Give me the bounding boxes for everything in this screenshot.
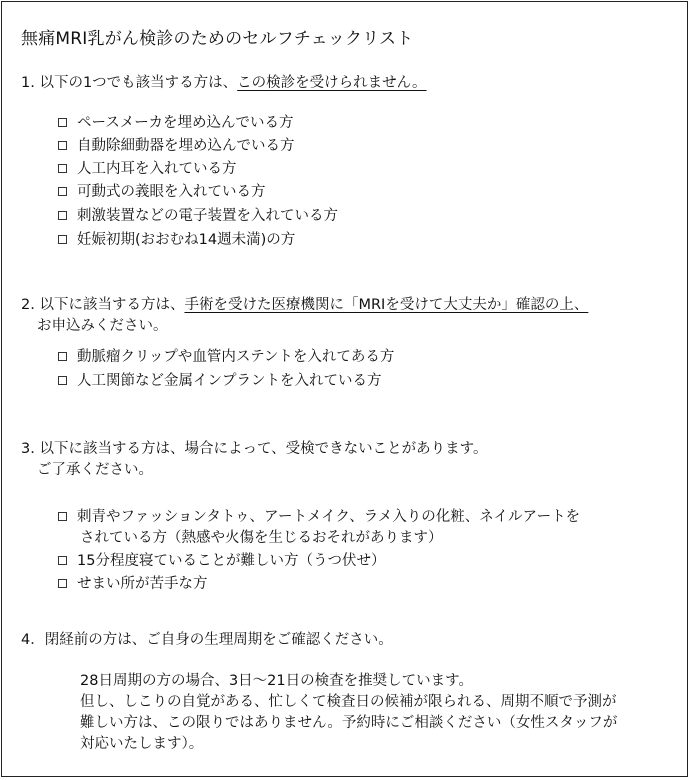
checkbox-icon xyxy=(58,376,67,385)
checkbox-icon xyxy=(58,512,67,521)
item-label: 15分程度寝ていることが難しい方（うつ伏せ） xyxy=(77,553,386,569)
section-2-item xyxy=(58,371,382,391)
section-4-body-line: 28日周期の方の場合、3日～21日の検査を推奨しています。 xyxy=(80,673,473,689)
item-label: 自動除細動器を埋め込んでいる方 xyxy=(77,138,295,154)
item-label: 刺青やファッションタトゥ、アートメイク、ラメ入りの化粧、ネイルアートを xyxy=(77,509,581,525)
section-1-item xyxy=(58,159,237,179)
section-2-heading-prefix: 2. 以下に該当する方は、 xyxy=(21,297,185,313)
checkbox-icon xyxy=(58,579,67,588)
section-3-heading: 3. 以下に該当する方は、場合によって、受検できないことがあります。 xyxy=(21,441,488,457)
checkbox-icon xyxy=(58,164,67,173)
section-2-heading-emphasis: 手術を受けた医療機関に「MRIを受けて大丈夫か」確認の上、 xyxy=(184,297,589,313)
item-label: ペースメーカを埋め込んでいる方 xyxy=(77,115,294,131)
checkbox-icon xyxy=(58,235,67,244)
section-3-item xyxy=(58,551,385,571)
item-label: 人工内耳を入れている方 xyxy=(77,161,237,177)
section-3-item xyxy=(58,574,208,594)
item-label: 刺激装置などの電子装置を入れている方 xyxy=(77,208,338,224)
section-1-heading xyxy=(21,73,427,93)
section-4-body-line: 但し、しこりの自覚がある、忙しくて検査日の候補が限られる、周期不順で予測が xyxy=(80,694,617,710)
section-2-heading-line2: お申込みください。 xyxy=(37,318,168,334)
section-1-heading-prefix: 1. 以下の1つでも該当する方は、 xyxy=(21,75,238,91)
checkbox-icon xyxy=(58,141,67,150)
section-3-item-continuation: されている方（熱感や火傷を生じるおそれがあります） xyxy=(80,530,443,546)
section-2-item xyxy=(58,347,394,367)
checkbox-icon xyxy=(58,211,67,220)
checkbox-icon xyxy=(58,187,67,196)
item-label: 人工関節など金属インプラントを入れている方 xyxy=(77,373,382,389)
section-1-item xyxy=(58,113,293,133)
section-4-body-line: 難しい方は、この限りではありません。予約時にご相談ください（女性スタッフが xyxy=(80,715,618,731)
section-1-item xyxy=(58,206,338,226)
item-label: 動脈瘤クリップや血管内ステントを入れてある方 xyxy=(77,349,395,365)
item-label: せまい所が苦手な方 xyxy=(77,576,208,592)
checkbox-icon xyxy=(58,352,67,361)
item-label: 可動式の義眼を入れている方 xyxy=(77,184,266,200)
section-1-item xyxy=(58,136,295,156)
checkbox-icon xyxy=(58,118,67,127)
section-1-item xyxy=(58,230,295,250)
page-title: 無痛MRI乳がん検診のためのセルフチェックリスト xyxy=(21,29,414,49)
item-label: 妊娠初期(おおむね14週未満)の方 xyxy=(77,232,296,248)
section-4-heading: 4．閉経前の方は、ご自身の生理周期をご確認ください。 xyxy=(21,632,393,648)
checkbox-icon xyxy=(58,556,67,565)
section-1-item xyxy=(58,182,266,202)
section-4-body-line: 対応いたします）。 xyxy=(80,736,204,752)
section-3-heading-line2: ご了承ください。 xyxy=(37,462,153,478)
section-2-heading xyxy=(21,295,588,315)
section-1-heading-emphasis: この検診を受けられません。 xyxy=(237,75,427,91)
section-3-item xyxy=(58,507,580,527)
